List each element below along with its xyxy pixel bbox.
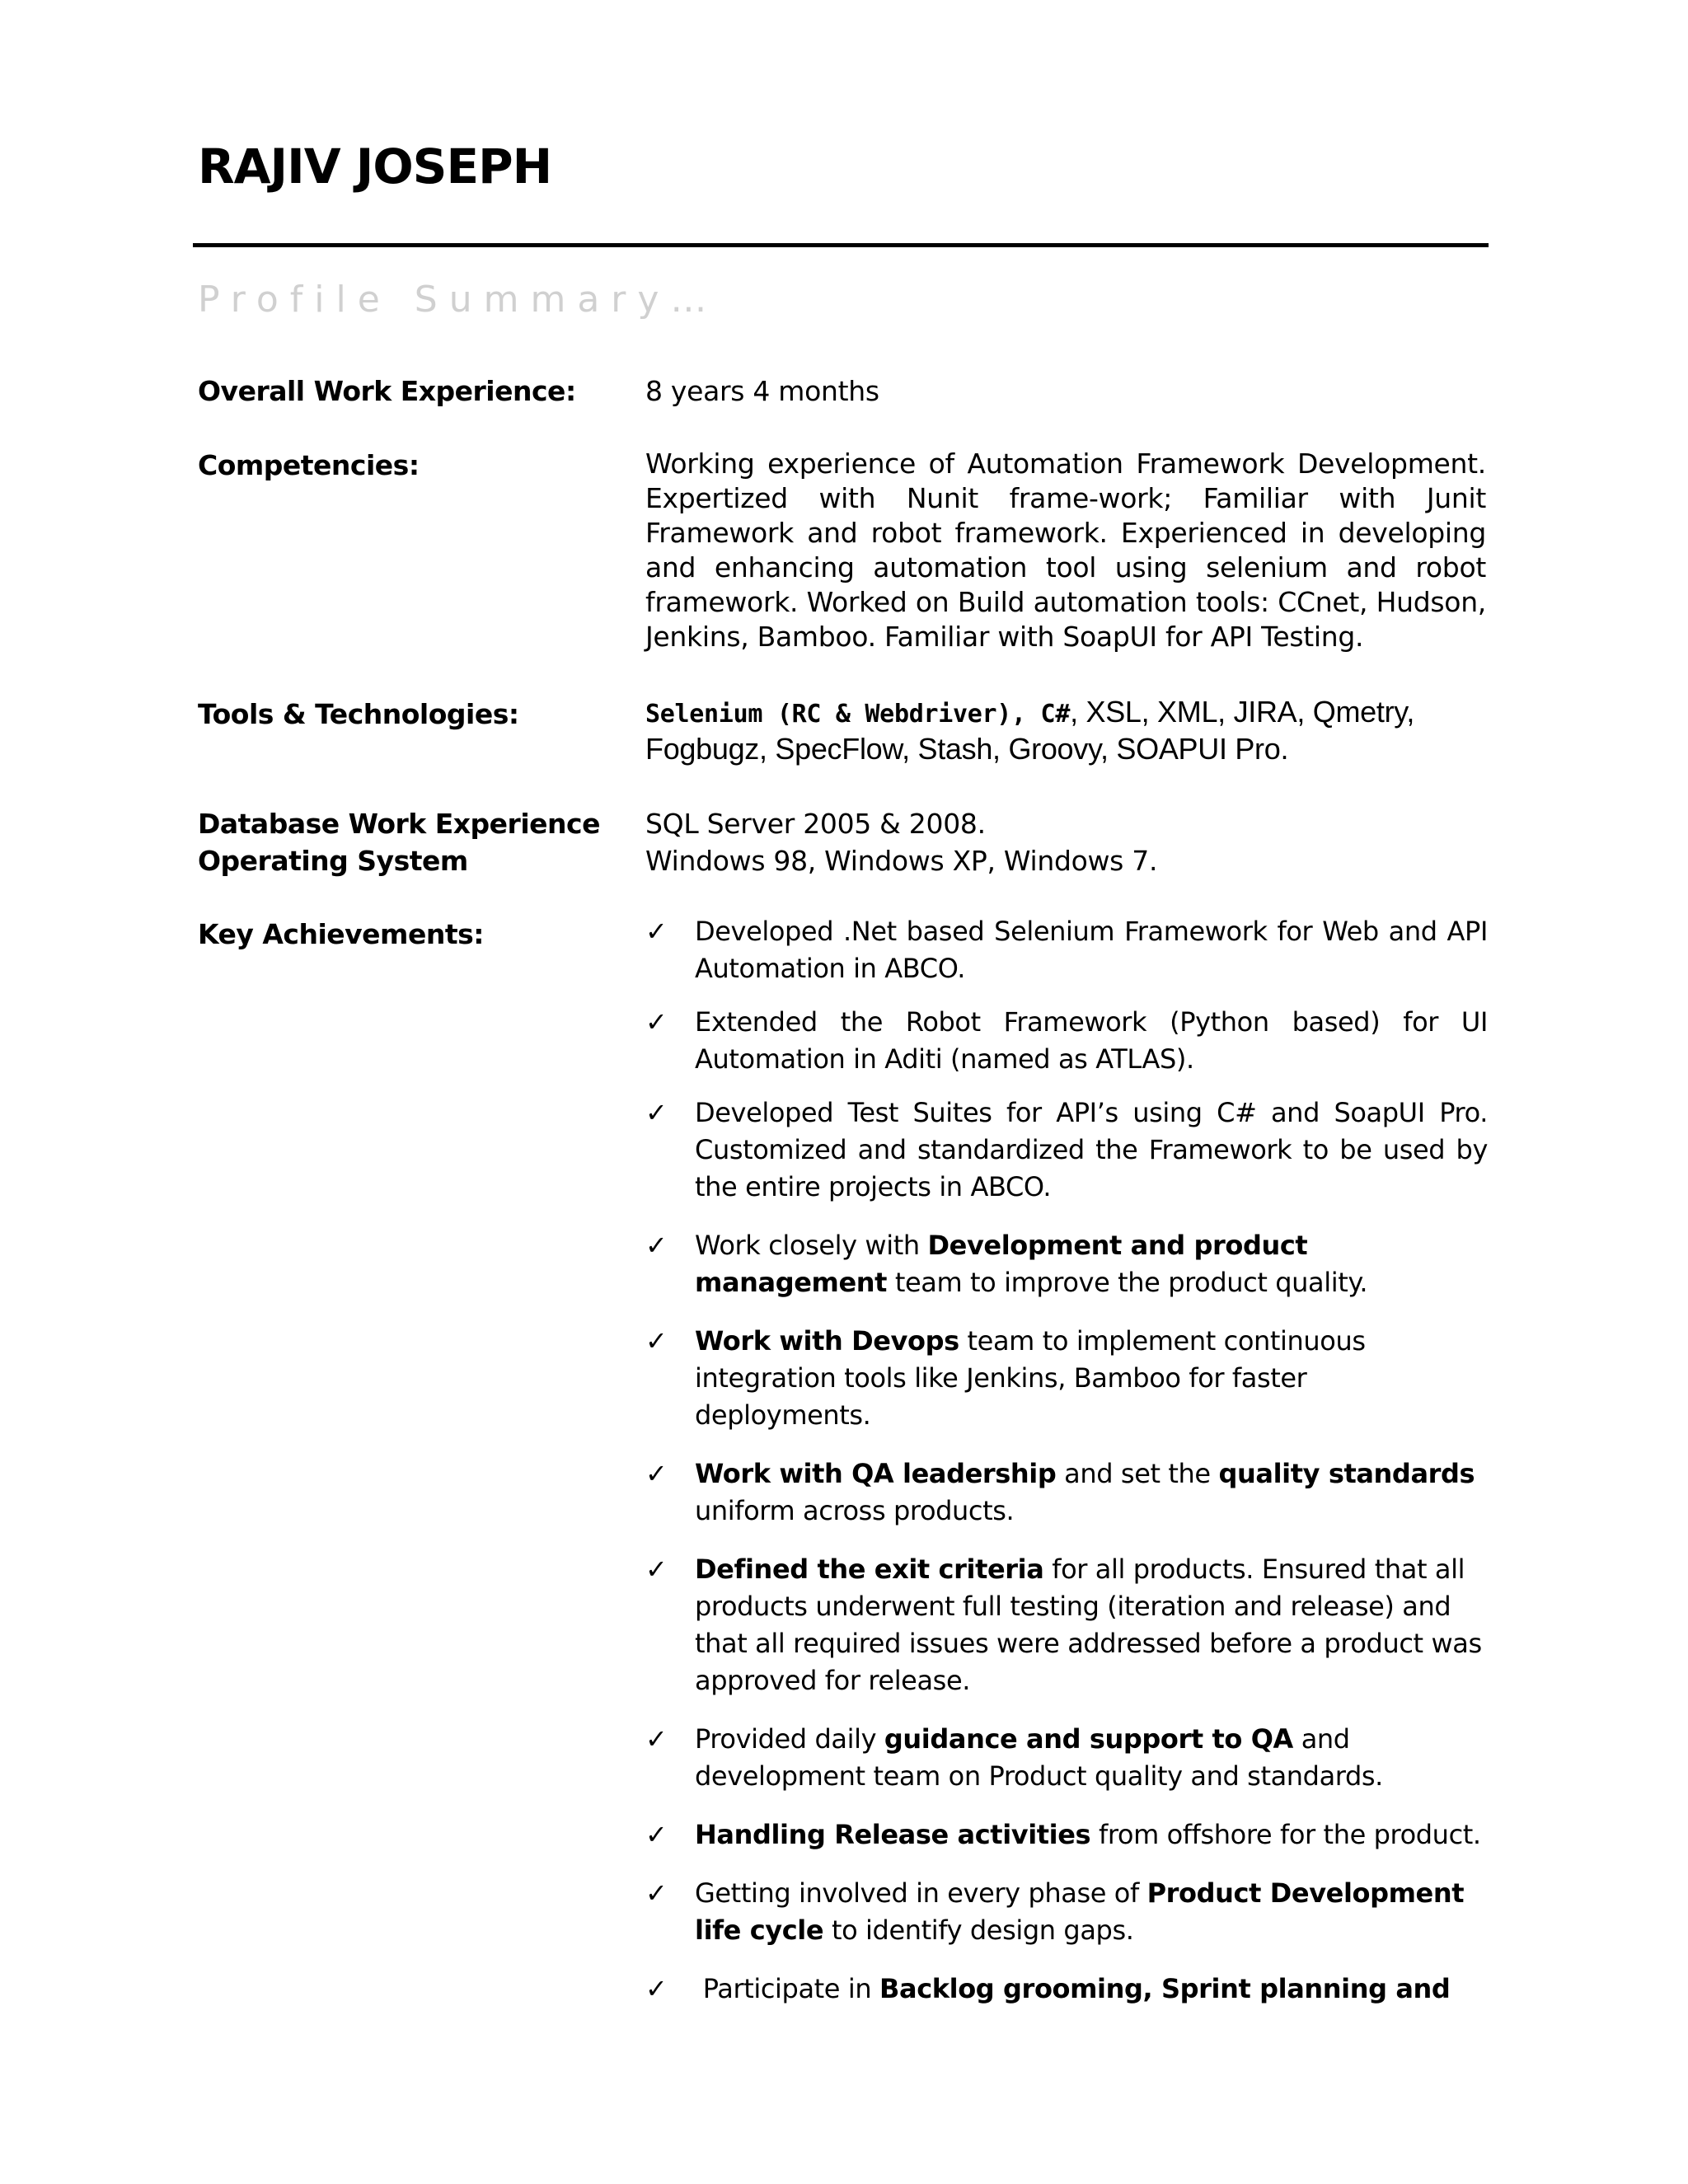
tools-label: Tools & Technologies: (198, 698, 519, 730)
checkmark-icon: ✓ (645, 1554, 668, 1585)
checkmark-icon: ✓ (645, 1230, 668, 1261)
os-label: Operating System (198, 845, 468, 877)
key-achievements-label: Key Achievements: (198, 918, 484, 950)
checkmark-icon: ✓ (645, 1723, 668, 1755)
header-divider (193, 243, 1489, 247)
candidate-name: RAJIV JOSEPH (198, 138, 552, 194)
competencies-label: Competencies: (198, 449, 420, 481)
checkmark-icon: ✓ (645, 1819, 668, 1850)
achievements-list (645, 913, 1488, 2008)
list-item: ✓ Participate in Backlog grooming, Sprint planning and (645, 1971, 1488, 2008)
list-item: ✓ Getting involved in every phase of Product Development life cycle to identify design gaps. (645, 1875, 1488, 1949)
tools-value-rest: , XSL, XML, JIRA, Qmetry, Fogbugz, SpecFlow, Stash, Groovy, SOAPUI Pro. (645, 695, 1415, 766)
database-value: SQL Server 2005 & 2008. (645, 808, 986, 840)
tools-value-bold: Selenium (RC & Webdriver), C# (645, 700, 1071, 729)
checkmark-icon: ✓ (645, 1973, 668, 2004)
checkmark-icon: ✓ (645, 1097, 668, 1128)
competencies-value: Working experience of Automation Framework Development. Expertized with Nunit frame-work; Familiar with Junit Framework and robot framework. Experienced in developing and enhancing automation tool using selenium and robot framework. Worked on Build automation tools: CCnet, Hudson, Jenkins, Bamboo. Familiar with SoapUI for API Testing. (645, 448, 1486, 653)
list-item: ✓ Defined the exit criteria for all products. Ensured that all products underwent full testing (iteration and release) and that all required issues were addressed before a product was approved for release. (645, 1551, 1488, 1699)
overall-experience-label: Overall Work Experience: (198, 375, 576, 407)
list-item: ✓ Work with QA leadership and set the quality standards uniform across products. (645, 1455, 1488, 1530)
checkmark-icon: ✓ (645, 1325, 668, 1357)
overall-experience-value: 8 years 4 months (645, 375, 879, 407)
profile-summary-heading: Profile Summary… (198, 279, 719, 321)
tools-value (645, 695, 1486, 766)
checkmark-icon: ✓ (645, 1877, 668, 1909)
list-item: ✓ Developed .Net based Selenium Framework for Web and API Automation in ABCO. (645, 913, 1488, 987)
checkmark-icon: ✓ (645, 1006, 668, 1038)
checkmark-icon: ✓ (645, 1458, 668, 1489)
list-item: ✓ Work closely with Development and product management team to improve the product quality. (645, 1227, 1488, 1301)
list-item: ✓ Work with Devops team to implement continuous integration tools like Jenkins, Bamboo for faster deployments. (645, 1323, 1488, 1434)
os-value: Windows 98, Windows XP, Windows 7. (645, 845, 1158, 877)
list-item: ✓ Developed Test Suites for API’s using C# and SoapUI Pro. Customized and standardized the Framework to be used by the entire projects in ABCO. (645, 1094, 1488, 1206)
database-label: Database Work Experience (198, 808, 600, 840)
list-item: ✓ Extended the Robot Framework (Python based) for UI Automation in Aditi (named as ATLAS). (645, 1004, 1488, 1078)
checkmark-icon: ✓ (645, 916, 668, 947)
list-item: ✓ Handling Release activities from offshore for the product. (645, 1816, 1488, 1854)
list-item: ✓ Provided daily guidance and support to QA and development team on Product quality and standards. (645, 1721, 1488, 1795)
